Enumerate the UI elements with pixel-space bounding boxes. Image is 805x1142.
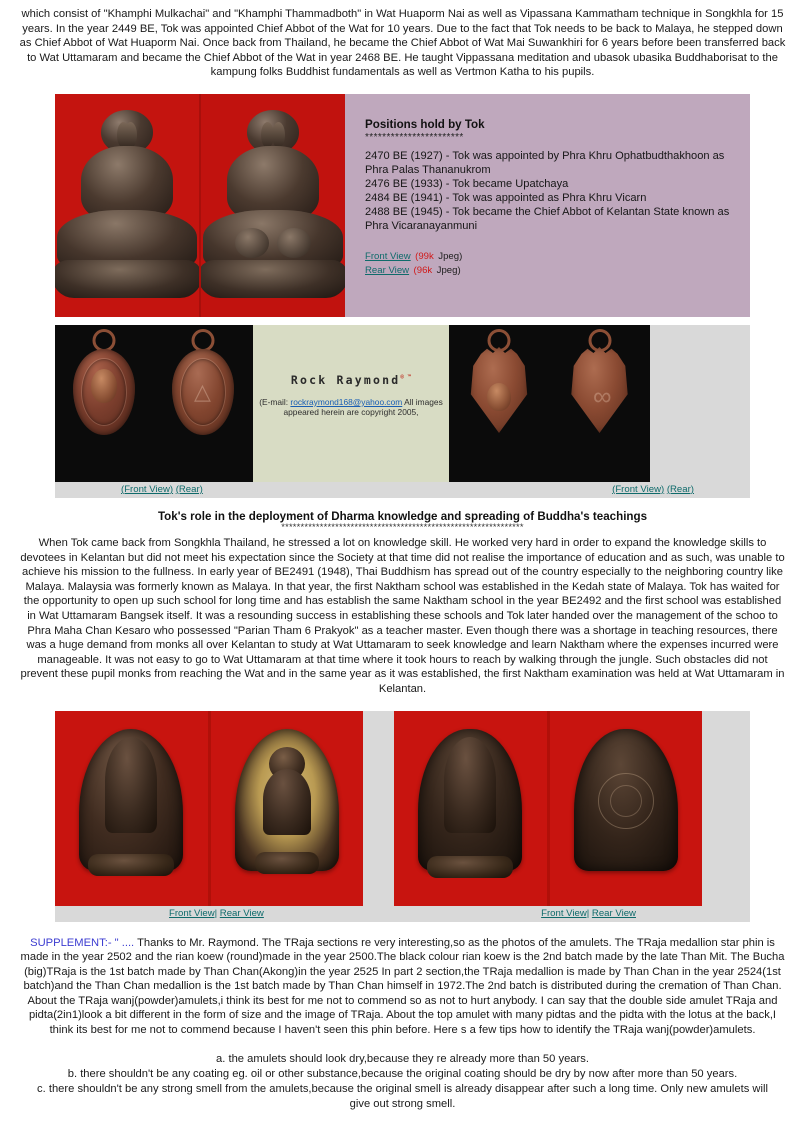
section-heading (0, 510, 805, 532)
amulet-figure-shape (105, 737, 157, 833)
positions-line: 2470 BE (1927) - Tok was appointed by Phra Khru Ophatbudthakhoon as Phra Palas Thananukrom (365, 149, 725, 176)
positions-line: 2476 BE (1933) - Tok became Upatchaya (365, 177, 569, 190)
medallion-1-rear-image[interactable] (153, 325, 253, 482)
brand-superscript: ® ™ (400, 374, 412, 382)
supplement-body: Thanks to Mr. Raymond. The TRaja sections re very interesting,so as the photos of the amulets. The TRaja medallion star phin is made in the year 2502 and the rian koew (round)made in the year 2500.The black colour rian koew is the 2nd batch made by the late Than Mit. The Bucha (big)TRaja is the 1st batch made by Than Chan(Akong)in the year 2525 In part 2 section,the TRaja medallion is made by Than Chan in the year 2524(1st batch)and the Than Chan medallion is the 1st batch made by Than Chan himself in 1972.The 2nd batch is distributed during the cremation of Than Chan. About the TRaja wanj(powder)amulets,i think its best for me not to commend so as not to hurt anybody. I can say that the double side amulet TRaja and pidta(2in1)look a bit different in the form of size and the image of TRaja. About the top amulet with many pidtas and the pidta with the lotus at the back,I think its best for me not to commend because I haven't seen this phin before. Here s a few tips how to identify the TRaja wanj(powder)amulets. (20, 936, 785, 1037)
medallion-1-front-image[interactable] (55, 325, 153, 482)
amulet-group-left[interactable] (55, 711, 363, 906)
positions-image-links (365, 249, 734, 278)
medallion-oval-shape (172, 349, 234, 435)
cut-off-text (18, 1128, 787, 1142)
amulet-caption-row (55, 906, 750, 922)
section-star-divider: *************************************************************** (281, 520, 524, 532)
tip-item: b. there shouldn't be any coating eg. oil or other substance,because the original coating should be dry by now after more than 50 years. (67, 1067, 738, 1080)
rear-view-size: (96k (413, 265, 433, 277)
positions-line: 2488 BE (1945) - Tok became the Chief Abbot of Kelantan State known as Phra Vicaranayanmuni (365, 205, 730, 232)
supplement-paragraph (18, 936, 787, 1038)
front-view-link[interactable]: Front View (365, 250, 411, 262)
supplement-label: SUPPLEMENT:- " .... (30, 936, 138, 949)
tip-item: a. the amulets should look dry,because they re already more than 50 years. (216, 1052, 589, 1065)
positions-panel (345, 94, 750, 317)
amulet-1-rear-image (211, 711, 364, 906)
positions-title: Positions hold by Tok (365, 117, 485, 131)
amulet-right-captions (541, 907, 636, 919)
brand-text: Rock Raymond (290, 372, 401, 387)
statue-body-shape (81, 146, 173, 220)
amulet-legs-shape (255, 852, 319, 874)
statue-rear-body-shape (227, 146, 319, 220)
rear-view-type: Jpeg) (436, 265, 461, 277)
statue-rear-figure-right (277, 228, 311, 258)
section-title: Tok's role in the deployment of Dharma knowledge and spreading of Buddha's teachings (157, 509, 648, 523)
medallion-2-front-image[interactable] (449, 325, 549, 482)
amulet-left-front-link[interactable]: Front View| (169, 907, 218, 919)
email-prefix: (E-mail: (259, 396, 291, 407)
amulet-right-front-link[interactable]: Front View| (541, 907, 590, 919)
rear-view-link-row (365, 263, 734, 277)
medallion-caption-row (55, 482, 750, 498)
statue-base-shape (55, 260, 199, 298)
medallion-right-captions (612, 483, 694, 495)
amulet-right-rear-link[interactable]: Rear View (591, 907, 636, 919)
front-view-type: Jpeg) (438, 250, 463, 262)
medallion-left-front-link[interactable]: (Front View) (121, 483, 174, 495)
copyright-text (259, 397, 443, 418)
intro-paragraph: which consist of "Khamphi Mulkachai" and "Khamphi Thammadboth" in Wat Huaporm Nai as well as Vipassana Kammatham technique in Songkhla for 15 years. In the year 2449 BE, Tok was appointed Chief Abbot of the Wat for 10 years. Due to the fact that Tok needs to be back to Malaya, he stepped down as Chief Abbot of Wat Huaporm Nai. Once back from Thailand, he became the Chief Abbot of Wat Mai Suwankhiri for 6 years before been transferred back to Wat Uttamaram and became the Chief Abbot of the Wat in year 2468 BE. He taught Vippassana meditation and ubasok ubasika Buddhaborisat to the kampung folks Buddhist fundamentals as well as Vertmon Katha to his pupils. (19, 8, 786, 79)
medallion-band (55, 325, 750, 482)
statue-rear-ear-right (272, 122, 285, 148)
front-view-link-row (365, 249, 734, 263)
yant-symbol-icon: △ (194, 378, 211, 404)
spiral-yant-icon (598, 773, 654, 829)
statue-ear-right (124, 122, 137, 148)
amulet-figure-shape (444, 737, 496, 833)
medallion-right-front-link[interactable]: (Front View) (612, 483, 665, 495)
amulet-group-right[interactable] (394, 711, 702, 906)
amulet-left-rear-link[interactable]: Rear View (219, 907, 264, 919)
amulet-legs-shape (427, 856, 513, 878)
positions-line: 2484 BE (1941) - Tok was appointed as Phra Khru Vicarn (365, 191, 647, 204)
amulet-band (55, 711, 750, 906)
brand-name (253, 373, 449, 387)
watermark-panel (253, 325, 449, 482)
statue-positions-band (55, 94, 750, 317)
tips-list (0, 1052, 805, 1112)
monk-portrait-shape (487, 383, 511, 411)
monk-portrait-shape (91, 369, 117, 403)
email-link[interactable]: rockraymond168@yahoo.com (290, 396, 403, 407)
copyright-suffix: All images appeared herein are copyright 2005, (283, 396, 443, 418)
statue-rear-figure-left (235, 228, 269, 258)
yant-symbol-icon: ∞ (593, 380, 612, 411)
rear-view-link[interactable]: Rear View (365, 265, 410, 277)
statue-image[interactable] (55, 94, 345, 317)
medallion-left-rear-link[interactable]: (Rear) (175, 483, 203, 495)
section-body-paragraph: When Tok came back from Songkhla Thailand, he stressed a lot on knowledge skill. He worked very hard in order to expand the knowledge skills to devotees in Kelantan but did not meet his expectation since the Society at that time did not realise the importance of education and as such, was unable to achieve his mission to the fullness. In early year of BE2491 (1948), Thai Buddhism has spread out of the country especially to the neighboring country like Malaya. Malaysia was formerly known as Malaya. In that year, the first Naktham school was established in the Kedah state of Malaya. Tok has waited for the opportunity to open up such school for long time and has establish the same Naktham school in the year BE2492 and the first school was established in Wat Uttamaram Bangsek itself. It was a resounding success in establishing these schools and Tok later handed over the management of the schoo to Phra Maha Chan Kesaro who possessed "Parian Tham 6 Prakyok" as a teacher master. Even though there was a shortage in teaching resources, there was a huge demand from monks all over Kelantan to study at Wat Uttamaram to seek knowledge and learn Naktham where the expenses incurred were manageable. It was not easy to go to Wat Uttamaram at that time where it took hours to reach by walking through the jungle. Such obstacles did not prevent these pupil monks from reaching the Wat and in the same year as it was established, the first Naktham examination was held at Wat Uttamaram in Kelantan. (20, 536, 785, 695)
amulet-2-rear-image (550, 711, 703, 906)
statue-rear-base-shape (201, 260, 345, 298)
medallion-2-rear-image[interactable] (549, 325, 650, 482)
amulet-1-front-image (55, 711, 208, 906)
amulet-2-front-image (394, 711, 547, 906)
medallion-left-captions (121, 483, 203, 495)
amulet-figure-shape (263, 769, 311, 835)
statue-front-image (55, 94, 199, 317)
medallion-right-rear-link[interactable]: (Rear) (666, 483, 694, 495)
tip-item: c. there shouldn't be any strong smell from the amulets,because the original smell is already disappear after such a long time. Only new amulets will give out strong smell. (37, 1082, 768, 1110)
positions-star-divider: *********************** (365, 131, 464, 143)
medallion-oval-shape (73, 349, 135, 435)
amulet-legs-shape (88, 854, 174, 876)
statue-rear-image (201, 94, 345, 317)
amulet-left-captions (169, 907, 264, 919)
front-view-size: (99k (415, 250, 434, 262)
cut-off-text-row (0, 1128, 805, 1142)
